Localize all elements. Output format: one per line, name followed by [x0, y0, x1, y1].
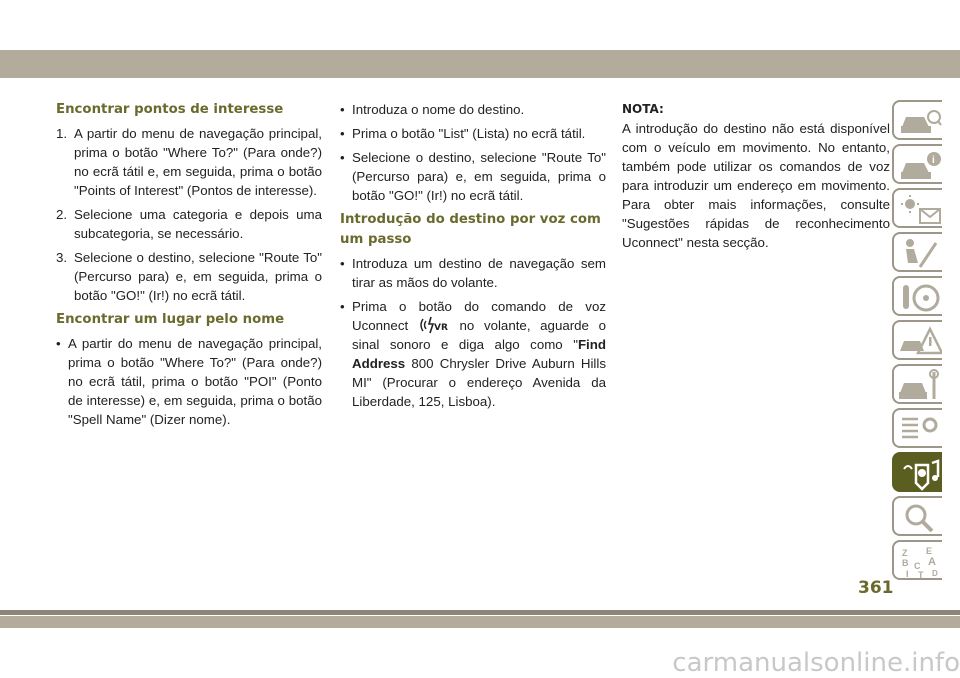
car-wrench-icon [898, 369, 942, 403]
bullet-mark: • [340, 102, 345, 117]
bullet-text: Prima o botão "List" (Lista) no ecrã tátil. [352, 126, 586, 141]
bullet-mark: • [340, 150, 345, 165]
index-letter: E [926, 546, 933, 556]
tab-car-info[interactable] [892, 100, 942, 140]
car-hazard-icon [898, 325, 942, 359]
page-number: 361 [858, 578, 894, 598]
heading-find-poi: Encontrar pontos de interesse [56, 102, 284, 117]
tab-technical-specs[interactable] [892, 408, 942, 448]
find-address-text: Find Address [352, 337, 606, 371]
alphabet-index-icon [898, 545, 942, 579]
bullet-item [340, 254, 606, 292]
tab-warning-lights[interactable] [892, 144, 942, 184]
bottom-band [0, 610, 960, 615]
index-letter: A [928, 556, 936, 568]
svg-text:i: i [932, 155, 935, 166]
index-letter: T [918, 570, 924, 579]
step-1 [56, 124, 322, 200]
multimedia-note-icon [898, 457, 942, 491]
bullet-text: Introduza o nome do destino. [352, 102, 525, 117]
step-text: Selecione uma categoria e depois uma subcategoria, se necessário. [74, 207, 322, 241]
tab-multimedia[interactable] [892, 452, 942, 492]
index-letter: I [906, 569, 909, 579]
note-title: NOTA: [622, 102, 664, 116]
bullet-mark: • [340, 299, 345, 314]
index-letter: C [914, 561, 921, 571]
seat-airbag-icon [898, 237, 942, 271]
index-letter: Z [902, 548, 908, 558]
step-number: 3. [56, 250, 68, 265]
step-number: 1. [56, 126, 68, 141]
voice-command-icon [418, 316, 450, 334]
steering-wheel-icon [898, 281, 942, 315]
text-fragment: no volante, aguarde o sinal sonoro e diga algo como " [352, 318, 606, 352]
bullet-text [352, 297, 606, 411]
bullet-item [340, 100, 606, 119]
watermark: carmanualsonline.info [672, 648, 960, 678]
step-text: Selecione o destino, selecione "Route To" (Percurso para) e, em seguida, prima o botão "GO!" (Ir!) no ecrã tátil. [74, 250, 322, 303]
bullet-text: A partir do menu de navegação principal, prima o botão "Where To?" (Para onde?) no ecrã tátil, prima o botão "POI" (Ponto de interesse) e, em seguida, prima o botão "Spell Name" (Dizer nome). [68, 336, 322, 427]
bullet-item [56, 334, 322, 429]
bullet-text: Introduza um destino de navegação sem tirar as mãos do volante. [352, 256, 606, 290]
step-2 [56, 205, 322, 243]
text-fragment: 800 Chrysler Drive Auburn Hills MI" (Procurar o endereço Avenida da Liberdade, 125, Lisboa). [352, 356, 606, 409]
tab-safety[interactable] [892, 232, 942, 272]
column-3 [622, 100, 890, 252]
car-warning-icon [898, 149, 942, 183]
tab-lights-messages[interactable] [892, 188, 942, 228]
step-text: A partir do menu de navegação principal, prima o botão "Where To?" (Para onde?) no ecrã tátil e, em seguida, prima o botão "Points of Interest" (Pontos de interesse). [74, 126, 322, 198]
index-letter: B [902, 558, 909, 568]
heading-voice-destination: Introdução do destino por voz com um passo [340, 212, 601, 247]
bullet-item [340, 297, 606, 411]
note-text: A introdução do destino não está disponível com o veículo em movimento. No entanto, também pode utilizar os comandos de voz para introduzir um endereço em movimento. Para obter mais informações, consulte "Sugestões rápidas de reconhecimento Uconnect" nesta secção. [622, 121, 890, 250]
tab-starting-driving[interactable] [892, 276, 942, 316]
tab-servicing[interactable] [892, 364, 942, 404]
vr-label: VR [433, 323, 448, 333]
car-info-icon [898, 105, 942, 139]
column-2 [340, 100, 606, 416]
text-fragment: Prima o botão do comando de voz Uconnect [352, 299, 606, 333]
heading-find-by-name: Encontrar um lugar pelo nome [56, 312, 285, 327]
column-1 [56, 100, 322, 434]
index-letter: D [932, 569, 938, 578]
sun-envelope-icon [898, 193, 942, 227]
step-number: 2. [56, 207, 68, 222]
bullet-item [340, 148, 606, 205]
bullet-item [340, 124, 606, 143]
magnifier-icon [898, 501, 942, 535]
tab-index[interactable] [892, 540, 942, 580]
bullet-text: Selecione o destino, selecione "Route To" (Percurso para) e, em seguida, prima o botão "GO!" (Ir!) no ecrã tátil. [352, 150, 606, 203]
top-band [0, 50, 960, 78]
bullet-mark: • [340, 126, 345, 141]
tab-emergency[interactable] [892, 320, 942, 360]
tab-customer-assistance[interactable] [892, 496, 942, 536]
bottom-band-light [0, 616, 960, 628]
bullet-mark: • [56, 336, 61, 351]
step-3 [56, 248, 322, 305]
list-gear-icon [898, 413, 942, 447]
bullet-mark: • [340, 256, 345, 271]
